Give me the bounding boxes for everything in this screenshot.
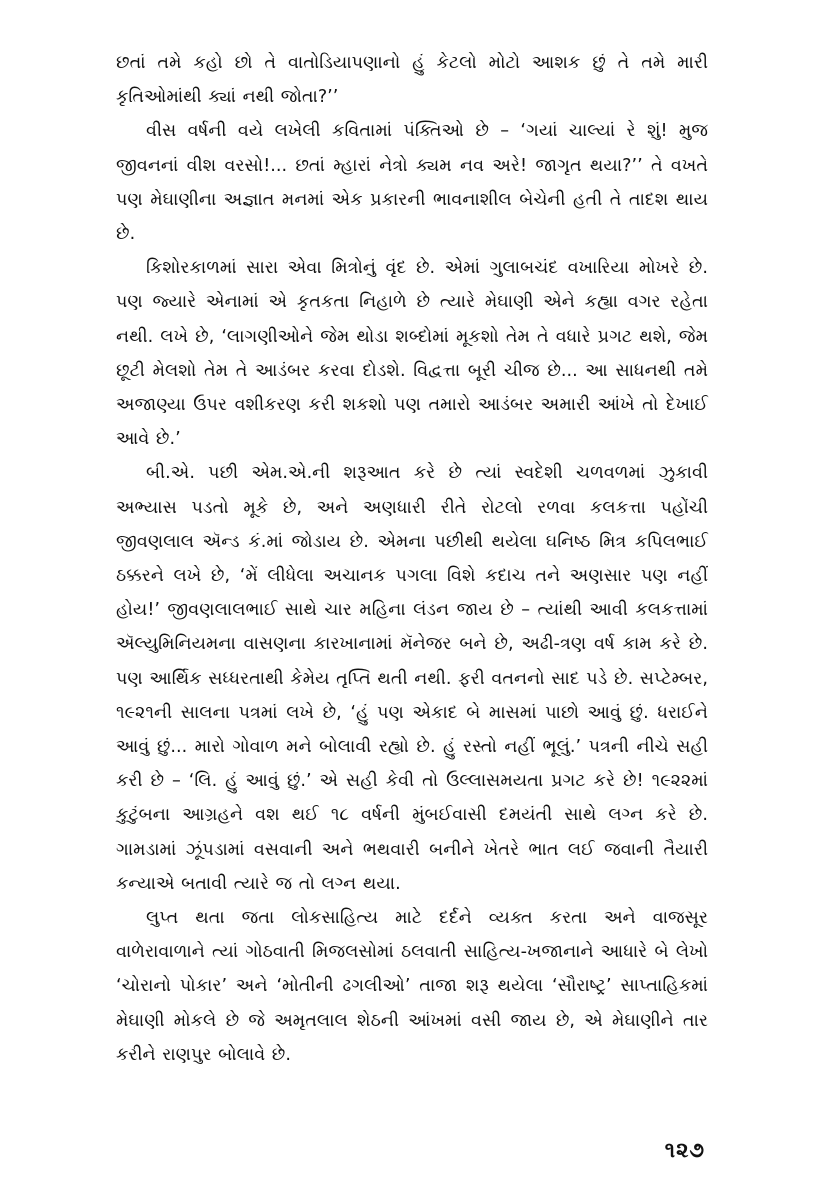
paragraph-friends: કિશોરકાળમાં સારા એવા મિત્રોનું વૃંદ છે. એમાં ગુલાબચંદ વખારિયા મોખરે છે. પણ જ્યારે એનામાં એ કૃતકતા નિહાળે છે ત્યારે મેઘાણી એને કહ્યા વગર રહેતા નથી. લખે છે, ‘લાગણીઓને જેમ થોડા શબ્દોમાં મૂકશો તેમ તે વધારે પ્રગટ થશે, જેમ છૂટી મેલશો તેમ તે આડંબર કરવા દોડશે. વિદ્વત્તા બૂરી ચીજ છે... આ સાધનથી તમે અજાણ્યા ઉપર વશીકરણ કરી શકશો પણ તમારો આડંબર અમારી આંખે તો દેખાઈ આવે છે.’ <box>116 258 708 450</box>
paragraph-continuation: છતાં તમે કહો છો તે વાતોડિયાપણાનો હું કેટલો મોટો આશક છું તે તમે મારી કૃતિઓમાંથી ક્યાં નથી જોતા?’’ <box>116 53 708 108</box>
paragraph-poem-lines: વીસ વર્ષની વયે લખેલી કવિતામાં પંક્તિઓ છે – ‘ગયાં ચાલ્યાં રે શું! મુજ જીવનનાં વીશ વરસો!... છતાં મ્હારાં નેત્રો ક્યમ નવ અરે! જાગૃત થયા?’’ તે વખતે પણ મેઘાણીના અજ્ઞાત મનમાં એક પ્રકારની ભાવનાશીલ બેચેની હતી તે તાદશ થાય છે. <box>116 121 708 245</box>
paragraph-calcutta: બી.એ. પછી એમ.એ.ની શરૂઆત કરે છે ત્યાં સ્વદેશી ચળવળમાં ઝુકાવી અભ્યાસ પડતો મૂકે છે, અને અણધારી રીતે રોટલો રળવા કલકત્તા પહોંચી જીવણલાલ ઍન્ડ કં.માં જોડાય છે. એમના પછીથી થયેલા ઘનિષ્ઠ મિત્ર કપિલભાઈ ઠક્કરને લખે છે, ‘મેં લીધેલા અચાનક પગલા વિશે કદાચ તને અણસાર પણ નહીં હોય!’ જીવણલાલભાઈ સાથે ચાર મહિના લંડન જાય છે – ત્યાંથી આવી કલકત્તામાં ઍલ્યુમિનિયમના વાસણના કારખાનામાં મૅનેજર બને છે, અઢી-ત્રણ વર્ષ કામ કરે છે. પણ આર્થિક સધ્ધરતાથી કેમેય તૃપ્તિ થતી નથી. ફરી વતનનો સાદ પડે છે. સપ્ટેમ્બર, ૧૯૨૧ની સાલના પત્રમાં લખે છે, ‘હું પણ એકાદ બે માસમાં પાછો આવું છું. ધરાઈને આવું છું... મારો ગોવાળ મને બોલાવી રહ્યો છે. હું રસ્તો નહીં ભૂલું.’ પત્રની નીચે સહી કરી છે – ‘લિ. હું આવું છું.’ એ સહી કેવી તો ઉલ્લાસમયતા પ્રગટ કરે છે! ૧૯૨૨માં કુટુંબના આગ્રહને વશ થઈ ૧૮ વર્ષની મુંબઈવાસી દમયંતી સાથે લગ્ન કરે છે. ગામડામાં ઝૂંપડામાં વસવાની અને ભથવારી બનીને ખેતરે ભાત લઈ જવાની તૈયારી કન્યાએ બતાવી ત્યારે જ તો લગ્ન થયા. <box>116 463 708 894</box>
page-body <box>116 46 708 1072</box>
paragraph-folk-literature: લુપ્ત થતા જતા લોકસાહિત્ય માટે દર્દને વ્યક્ત કરતા અને વાજસૂર વાળેરાવાળાને ત્યાં ગોઠવાતી મિજલસોમાં ઠલવાતી સાહિત્ય-ખજાનાને આધારે બે લેખો ‘ચોરાનો પોકાર’ અને ‘મોતીની ઢગલીઓ’ તાજા શરૂ થયેલા ‘સૌરાષ્ટ્ર’ સાપ્તાહિકમાં મેઘાણી મોકલે છે જે અમૃતલાલ શેઠની આંખમાં વસી જાય છે, એ મેઘાણીને તાર કરીને રાણપુર બોલાવે છે. <box>116 908 708 1065</box>
page-number: ૧૨૭ <box>664 1138 705 1162</box>
